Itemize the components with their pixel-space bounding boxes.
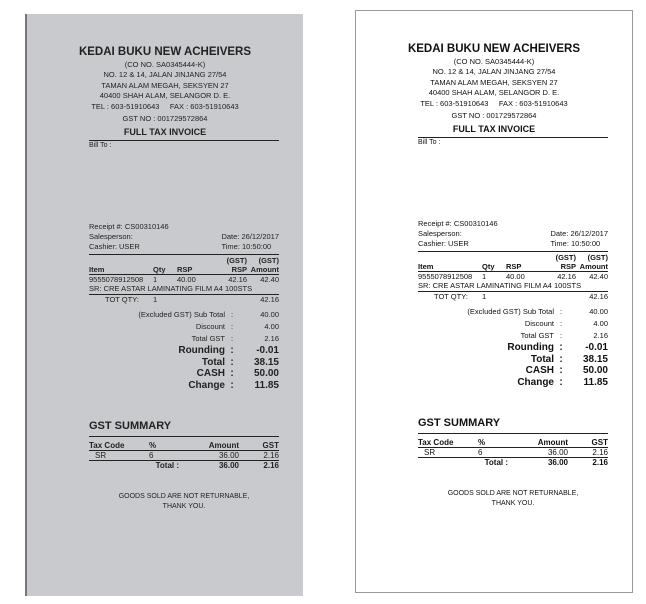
col-qty: Qty bbox=[153, 264, 166, 274]
col-item: Item bbox=[89, 264, 105, 274]
table-row bbox=[89, 275, 279, 284]
change-label: Change bbox=[517, 376, 554, 388]
total-gst-value: 2.16 bbox=[593, 331, 608, 340]
total-gst-label: Total GST bbox=[191, 334, 225, 343]
gst-summary-title: GST SUMMARY bbox=[418, 417, 608, 434]
total-qty-row bbox=[89, 294, 279, 304]
gst-header bbox=[418, 438, 608, 448]
gst-summary-title: GST SUMMARY bbox=[89, 420, 279, 437]
gst-total-row bbox=[89, 460, 279, 470]
summary: (Excluded GST) Sub Total : 40.00 Discount : 4.00 Total GST : 2.16 Rounding : -0.01 Total : 38.15 CASH : 50.00 Change : 11.85 bbox=[467, 307, 608, 388]
gst-total-gst: 2.16 bbox=[592, 458, 608, 467]
rounding-label: Rounding bbox=[178, 345, 225, 356]
col-rsp: RSP bbox=[506, 261, 522, 271]
total-gst-label: Total GST bbox=[520, 331, 554, 340]
item-gst-rsp: 42.16 bbox=[557, 272, 576, 281]
company-no: (CO NO. SA0345444-K) bbox=[453, 56, 535, 66]
tax-amount: 36.00 bbox=[218, 451, 239, 460]
item-rsp: 40.00 bbox=[506, 272, 525, 281]
item-gst-amount: 42.40 bbox=[589, 272, 608, 281]
tot-qty-label: TOT QTY: bbox=[105, 295, 139, 304]
table-row bbox=[418, 448, 608, 457]
change-value: 11.85 bbox=[583, 376, 608, 388]
table-row bbox=[418, 272, 608, 281]
total-value: 38.15 bbox=[582, 353, 608, 365]
tot-qty-label: TOT QTY: bbox=[434, 292, 468, 301]
cashier: Cashier: USER bbox=[89, 242, 140, 251]
tax-percent: 6 bbox=[149, 451, 154, 460]
subtotal-label: (Excluded GST) Sub Total bbox=[467, 307, 554, 316]
col-percent: % bbox=[149, 441, 157, 450]
cashier: Cashier: USER bbox=[418, 239, 469, 248]
rounding-value: -0.01 bbox=[585, 342, 608, 353]
footer bbox=[418, 489, 608, 509]
table-row bbox=[89, 451, 279, 460]
total-label: Total bbox=[530, 353, 554, 365]
receipt-number: Receipt #: CS00310146 bbox=[89, 222, 169, 231]
tot-amount: 42.16 bbox=[260, 295, 279, 304]
receipt-photo-original bbox=[25, 14, 303, 596]
tax-percent: 6 bbox=[478, 448, 483, 457]
col-gst: GST bbox=[591, 438, 608, 447]
address-line: NO. 12 & 14, JALAN JINJANG 27/54 bbox=[432, 67, 556, 76]
receipt-meta bbox=[418, 219, 608, 249]
total-label: Total bbox=[201, 356, 225, 368]
invoice-title: FULL TAX INVOICE bbox=[123, 127, 207, 137]
store-name: KEDAI BUKU NEW ACHEIVERS bbox=[78, 46, 252, 58]
total-qty-row bbox=[418, 291, 608, 301]
item-qty: 1 bbox=[482, 272, 487, 281]
gst-no: GST NO : 001729572864 bbox=[451, 111, 537, 120]
cash-value: 50.00 bbox=[582, 365, 608, 376]
date: Date: 26/12/2017 bbox=[221, 232, 279, 241]
salesperson: Salesperson: bbox=[418, 229, 462, 238]
footer-line: THANK YOU. bbox=[491, 500, 535, 507]
gst-total-amount: 36.00 bbox=[547, 458, 568, 467]
invoice-title: FULL TAX INVOICE bbox=[452, 124, 536, 134]
phone-fax: TEL : 603-51910643 FAX : 603-51910643 bbox=[91, 101, 239, 111]
subtotal-value: 40.00 bbox=[260, 310, 279, 319]
items-table bbox=[89, 254, 279, 304]
time: Time: 10:50:00 bbox=[550, 239, 601, 248]
address-line: TAMAN ALAM MEGAH, SEKSYEN 27 bbox=[101, 80, 229, 90]
footer-line: GOODS SOLD ARE NOT RETURNABLE, bbox=[447, 490, 579, 497]
phone-fax: TEL : 603-51910643 FAX : 603-51910643 bbox=[420, 98, 568, 108]
gst-total-row bbox=[418, 457, 608, 467]
tax-amount: 36.00 bbox=[547, 448, 568, 457]
company-no: (CO NO. SA0345444-K) bbox=[124, 59, 206, 69]
bill-to: Bill To : bbox=[418, 137, 608, 146]
total-value: 38.15 bbox=[253, 356, 279, 368]
gst-total-label: Total : bbox=[484, 458, 508, 467]
gst-header bbox=[89, 441, 279, 451]
item-description: SR: CRE ASTAR LAMINATING FILM A4 100STS bbox=[418, 281, 582, 290]
col-amount: Amount bbox=[537, 438, 568, 447]
item-gst-amount: 42.40 bbox=[260, 275, 279, 284]
discount-value: 4.00 bbox=[593, 319, 608, 328]
item-gst-rsp: 42.16 bbox=[228, 275, 247, 284]
tot-qty: 1 bbox=[153, 295, 158, 304]
col-amount: Amount bbox=[208, 441, 239, 450]
items-table bbox=[418, 251, 608, 301]
receipt bbox=[356, 11, 632, 592]
col-gst-rsp: (GST) RSP bbox=[226, 256, 247, 274]
tot-qty: 1 bbox=[482, 292, 487, 301]
receipt-meta bbox=[89, 222, 279, 252]
item-code: 9555078912508 bbox=[418, 272, 473, 281]
col-gst: GST bbox=[262, 441, 279, 450]
item-qty: 1 bbox=[153, 275, 158, 284]
col-qty: Qty bbox=[482, 261, 495, 271]
tax-gst: 2.16 bbox=[263, 451, 279, 460]
tax-code: SR bbox=[424, 448, 436, 457]
col-gst-amount: (GST) Amount bbox=[250, 256, 279, 274]
subtotal-label: (Excluded GST) Sub Total bbox=[138, 310, 225, 319]
col-item: Item bbox=[418, 261, 434, 271]
receipt-number: Receipt #: CS00310146 bbox=[418, 219, 498, 228]
gst-summary bbox=[89, 420, 279, 470]
tax-code: SR bbox=[95, 451, 107, 460]
receipt-photo-binarized bbox=[355, 10, 633, 593]
discount-value: 4.00 bbox=[264, 322, 279, 331]
cash-value: 50.00 bbox=[253, 368, 279, 379]
cash-label: CASH bbox=[525, 365, 554, 376]
footer-line: GOODS SOLD ARE NOT RETURNABLE, bbox=[118, 493, 250, 500]
gst-no: GST NO : 001729572864 bbox=[122, 114, 208, 123]
bill-to: Bill To : bbox=[89, 140, 279, 149]
items-header bbox=[89, 255, 279, 275]
receipt-header bbox=[356, 44, 632, 122]
store-name: KEDAI BUKU NEW ACHEIVERS bbox=[407, 43, 581, 55]
change-value: 11.85 bbox=[254, 379, 279, 391]
address-line: NO. 12 & 14, JALAN JINJANG 27/54 bbox=[103, 70, 227, 79]
gst-total-amount: 36.00 bbox=[218, 461, 239, 470]
address-line: TAMAN ALAM MEGAH, SEKSYEN 27 bbox=[430, 77, 558, 87]
footer bbox=[89, 492, 279, 512]
discount-label: Discount bbox=[524, 319, 554, 328]
total-gst-value: 2.16 bbox=[264, 334, 279, 343]
tax-gst: 2.16 bbox=[592, 448, 608, 457]
footer-line: THANK YOU. bbox=[162, 503, 206, 510]
rounding-label: Rounding bbox=[507, 342, 554, 353]
summary: (Excluded GST) Sub Total : 40.00 Discount : 4.00 Total GST : 2.16 Rounding : -0.01 Total : 38.15 CASH : 50.00 Change : 11.85 bbox=[138, 310, 279, 391]
col-percent: % bbox=[478, 438, 486, 447]
receipt bbox=[27, 14, 303, 596]
item-description: SR: CRE ASTAR LAMINATING FILM A4 100STS bbox=[89, 284, 253, 293]
discount-label: Discount bbox=[195, 322, 225, 331]
col-rsp: RSP bbox=[177, 264, 193, 274]
time: Time: 10:50:00 bbox=[221, 242, 272, 251]
rounding-value: -0.01 bbox=[256, 345, 279, 356]
salesperson: Salesperson: bbox=[89, 232, 133, 241]
col-gst-rsp: (GST) RSP bbox=[555, 253, 576, 271]
address-line: 40400 SHAH ALAM, SELANGOR D. E. bbox=[428, 88, 560, 97]
subtotal-value: 40.00 bbox=[589, 307, 608, 316]
items-header bbox=[418, 252, 608, 272]
gst-total-gst: 2.16 bbox=[263, 461, 279, 470]
item-code: 9555078912508 bbox=[89, 275, 144, 284]
tot-amount: 42.16 bbox=[589, 292, 608, 301]
gst-total-label: Total : bbox=[155, 461, 179, 470]
cash-label: CASH bbox=[196, 368, 225, 379]
col-tax-code: Tax Code bbox=[89, 441, 125, 450]
gst-summary bbox=[418, 417, 608, 467]
change-label: Change bbox=[188, 379, 225, 391]
col-gst-amount: (GST) Amount bbox=[579, 253, 608, 271]
receipt-header bbox=[27, 47, 303, 125]
address-line: 40400 SHAH ALAM, SELANGOR D. E. bbox=[99, 91, 231, 100]
item-rsp: 40.00 bbox=[177, 275, 196, 284]
date: Date: 26/12/2017 bbox=[550, 229, 608, 238]
col-tax-code: Tax Code bbox=[418, 438, 454, 447]
